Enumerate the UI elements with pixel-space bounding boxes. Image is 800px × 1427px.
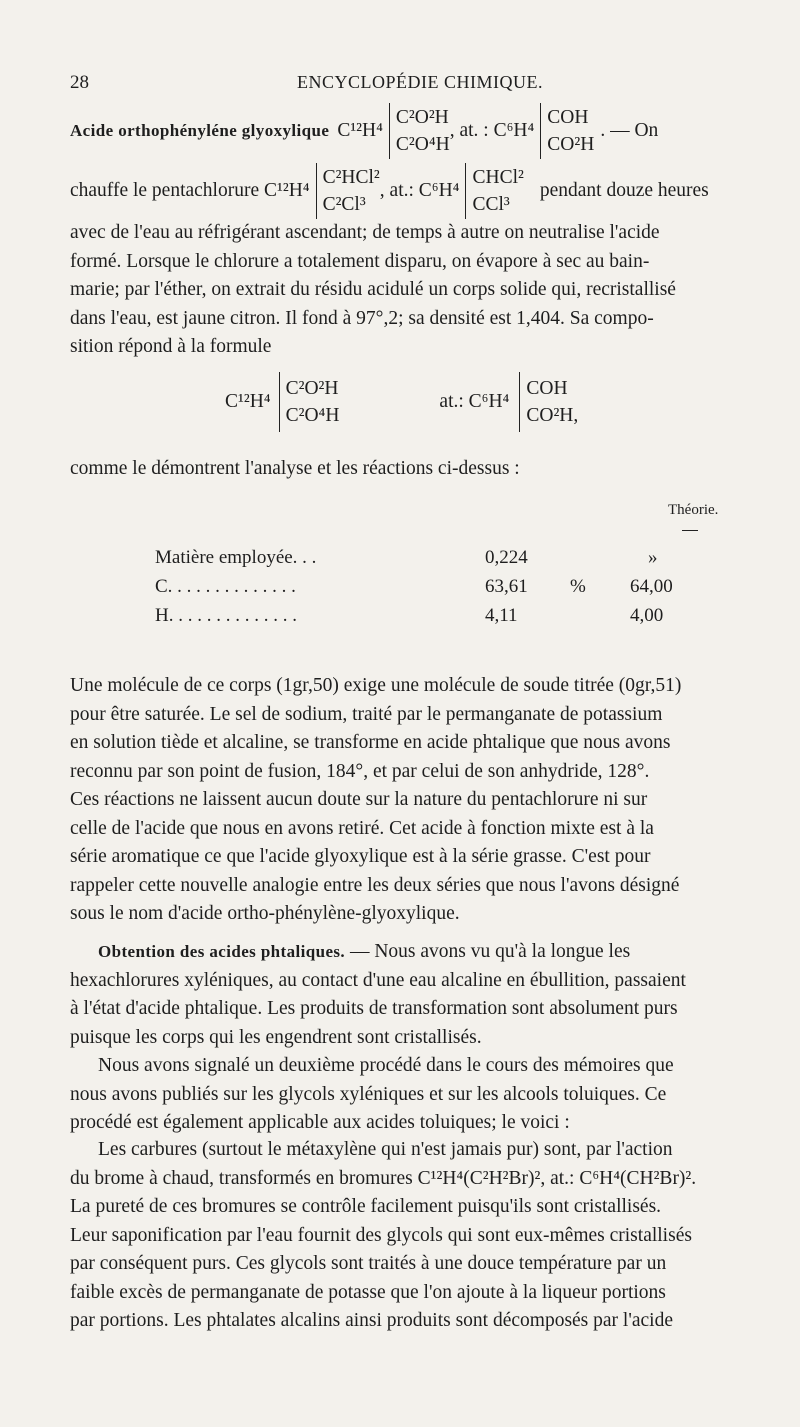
formula-stack-top: C²HCl² xyxy=(322,167,380,188)
text-run: Les carbures (surtout le métaxylène qui n'est jamais pur) sont, par l'action xyxy=(98,1139,673,1160)
formula-stack-bottom: CCl³ xyxy=(472,194,510,215)
heading-acide-line xyxy=(70,102,658,160)
text-line: formé. Lorsque le chlorure a totalement disparu, on évapore à sec au bain- xyxy=(70,250,650,272)
text-line: procédé est également applicable aux acides toluiques; le voici : xyxy=(70,1112,570,1133)
formula-stack-top: COH xyxy=(526,378,568,399)
text-line: celle de l'acide que nous en avons retiré. Cet acide à fonction mixte est à la xyxy=(70,817,654,839)
row-value: 63,61 xyxy=(485,576,528,597)
text-line xyxy=(70,1136,782,1165)
text-line: sition répond à la formule xyxy=(70,336,272,357)
text-line: marie; par l'éther, on extrait du résidu acidulé un corps solide qui, recristallisé xyxy=(70,279,676,300)
text-line: en solution tiède et alcaline, se transforme en acide phtalique que nous avons xyxy=(70,732,671,753)
text-line: avec de l'eau au réfrigérant ascendant; de temps à autre on neutralise l'acide xyxy=(70,222,660,243)
section-obtention xyxy=(70,938,782,1052)
formula-mid: , at. : C⁶H⁴ xyxy=(449,120,535,141)
formula-stack-top: C²O²H xyxy=(395,107,449,128)
table-row xyxy=(155,540,673,569)
text-line: reconnu par son point de fusion, 184°, et par celui de son anhydride, 128°. xyxy=(70,760,650,782)
formula-stack-bottom: CO²H xyxy=(547,134,595,155)
text-line: faible excès de permanganate de potasse que l'on ajoute à la liqueur portions xyxy=(70,1281,666,1303)
running-title: ENCYCLOPÉDIE CHIMIQUE. xyxy=(297,72,543,92)
analysis-table xyxy=(155,540,673,627)
row-unit xyxy=(570,540,630,569)
row-theory: 64,00 xyxy=(630,576,673,597)
text-run: Nous avons signalé un deuxième procédé dans le cours des mémoires que xyxy=(98,1055,674,1076)
running-head xyxy=(60,72,780,96)
formula-stack-bottom: CO²H, xyxy=(526,405,579,426)
text-line xyxy=(70,938,782,967)
formula-stack-top: COH xyxy=(547,107,589,128)
formula-base: C¹²H⁴ xyxy=(337,120,383,141)
formula-stack xyxy=(280,375,340,429)
line-tail: pendant douze heures xyxy=(539,180,709,201)
row-value: 0,224 xyxy=(485,547,528,568)
table-row xyxy=(155,569,673,598)
row-unit xyxy=(570,598,630,627)
text-line xyxy=(70,1052,782,1081)
formula-stack xyxy=(317,164,380,218)
row-theory: » xyxy=(648,547,658,568)
paragraph-5 xyxy=(70,1136,782,1336)
theorie-rule xyxy=(682,530,698,531)
text-run: — Nous avons vu qu'à la longue les xyxy=(345,941,631,962)
text-line: La pureté de ces bromures se contrôle facilement puisqu'ils sont cristallisés. xyxy=(70,1196,662,1217)
line-pre: chauffe le pentachlorure C¹²H⁴ xyxy=(70,180,310,201)
row-theory: 4,00 xyxy=(630,605,664,626)
formula-left: C¹²H⁴ xyxy=(225,391,271,412)
formula-stack-bottom: C²Cl³ xyxy=(322,194,366,215)
text-line: dans l'eau, est jaune citron. Il fond à 97°,2; sa densité est 1,404. Sa compo- xyxy=(70,307,654,329)
paragraph-4 xyxy=(70,1052,782,1138)
row-label: H. . . . . . . . . . . . . . xyxy=(155,605,297,626)
paragraph-2: comme le démontrent l'analyse et les réactions ci-dessus : xyxy=(70,458,520,479)
text-line: à l'état d'acide phtalique. Les produits de transformation sont absolument purs xyxy=(70,998,678,1019)
formula-stack xyxy=(520,375,578,429)
page-number: 28 xyxy=(70,72,89,93)
text-line: hexachlorures xyléniques, au contact d'une eau alcaline en ébullition, passaient xyxy=(70,969,686,991)
formula-mid: at.: C⁶H⁴ xyxy=(439,391,510,412)
formula-stack-bottom: C²O⁴H xyxy=(285,405,340,426)
heading-tail: . — On xyxy=(600,120,659,141)
text-line: par portions. Les phtalates alcalins ainsi produits sont décomposés par l'acide xyxy=(70,1310,673,1331)
formula-stack-top: C²O²H xyxy=(285,378,339,399)
text-line: Une molécule de ce corps (1gr,50) exige une molécule de soude titrée (0gr,51) xyxy=(70,675,682,696)
text-line: nous avons publiés sur les glycols xyléniques et sur les alcools toluiques. Ce xyxy=(70,1083,667,1105)
text-line: Ces réactions ne laissent aucun doute sur la nature du pentachlorure ni sur xyxy=(70,789,648,810)
text-line: par conséquent purs. Ces glycols sont traités à une douce température par un xyxy=(70,1253,667,1274)
table-row xyxy=(155,598,673,627)
row-value: 4,11 xyxy=(485,605,518,626)
text-line: rappeler cette nouvelle analogie entre les deux séries que nous l'avons désigné xyxy=(70,874,680,896)
section-title-acide: Acide orthophényléne glyoxylique xyxy=(70,121,330,140)
formula-stack xyxy=(541,104,594,158)
text-line: Leur saponification par l'eau fournit des glycols qui sont eux-mêmes cristallisés xyxy=(70,1224,692,1246)
formula-stack xyxy=(390,104,450,158)
formula-mid: , at.: C⁶H⁴ xyxy=(379,180,460,201)
formula-stack-top: CHCl² xyxy=(472,167,524,188)
formula-stack xyxy=(466,164,523,218)
text-line: puisque les corps qui les engendrent sont cristallisés. xyxy=(70,1026,482,1048)
paragraph-3 xyxy=(70,672,782,929)
text-line: série aromatique ce que l'acide glyoxylique est à la série grasse. C'est pour xyxy=(70,846,651,867)
text-line: du brome à chaud, transformés en bromures C¹²H⁴(C²H²Br)², at.: C⁶H⁴(CH²Br)². xyxy=(70,1167,697,1189)
row-label: C. . . . . . . . . . . . . . xyxy=(155,576,296,597)
theorie-label: Théorie. xyxy=(668,502,719,518)
pentachlorure-line xyxy=(70,162,709,220)
centered-formula xyxy=(225,372,578,432)
row-label: Matière employée. . . xyxy=(155,547,317,568)
text-line: sous le nom d'acide ortho-phénylène-glyoxylique. xyxy=(70,903,460,924)
formula-stack-bottom: C²O⁴H xyxy=(395,134,450,155)
row-unit: % xyxy=(570,576,586,597)
section-title-obtention: Obtention des acides phtaliques. xyxy=(98,942,346,961)
text-line: pour être saturée. Le sel de sodium, traité par le permanganate de potassium xyxy=(70,703,663,725)
paragraph-1 xyxy=(70,219,782,362)
